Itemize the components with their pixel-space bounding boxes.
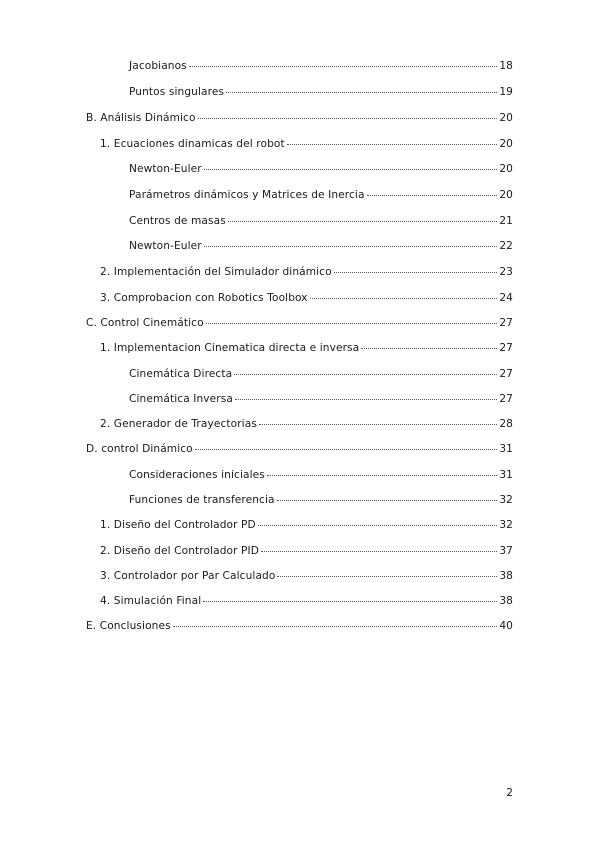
toc-entry[interactable] (129, 466, 513, 482)
toc-entry[interactable] (100, 135, 513, 151)
toc-entry-label: Newton-Euler (129, 163, 202, 175)
toc-entry-page: 19 (499, 86, 513, 98)
dot-leader (206, 312, 498, 324)
toc-entry[interactable] (129, 57, 513, 73)
toc-entry-label: D. control Dinámico (86, 443, 193, 455)
toc-entry-label: 3. Controlador por Par Calculado (100, 570, 276, 582)
toc-entry[interactable] (100, 289, 513, 305)
dot-leader (261, 540, 497, 552)
toc-entry[interactable] (100, 516, 513, 532)
dot-leader (259, 413, 497, 425)
toc-entry-label: 2. Implementación del Simulador dinámico (100, 266, 332, 278)
toc-entry[interactable] (86, 617, 513, 633)
toc-entry-page: 27 (499, 368, 513, 380)
dot-leader (310, 287, 498, 299)
toc-entry-page: 38 (499, 595, 513, 607)
toc-entry-label: Newton-Euler (129, 240, 202, 252)
toc-entry-page: 31 (499, 443, 513, 455)
toc-entry-label: Cinemática Directa (129, 368, 233, 380)
dot-leader (189, 55, 498, 67)
toc-entry-label: Centros de masas (129, 215, 226, 227)
toc-entry-page: 31 (499, 469, 513, 481)
toc-entry-label: Consideraciones iniciales (129, 469, 265, 481)
toc-entry[interactable] (129, 365, 513, 381)
toc-entry-label: 3. Comprobacion con Robotics Toolbox (100, 292, 308, 304)
toc-entry-label: 1. Diseño del Controlador PD (100, 519, 256, 531)
toc-entry-label: C. Control Cinemático (86, 317, 204, 329)
toc-entry-page: 18 (499, 60, 513, 72)
dot-leader (198, 107, 498, 119)
toc-entry-page: 20 (499, 138, 513, 150)
dot-leader (235, 388, 497, 400)
dot-leader (361, 337, 497, 349)
toc-entry-label: 2. Diseño del Controlador PID (100, 545, 260, 557)
toc-entry[interactable] (100, 592, 513, 608)
toc-entry-label: Funciones de transferencia (129, 494, 275, 506)
toc-entry-page: 40 (499, 620, 513, 632)
toc-entry-page: 27 (499, 393, 513, 405)
toc-entry-page: 32 (499, 519, 513, 531)
dot-leader (234, 363, 497, 375)
toc-entry[interactable] (129, 160, 513, 176)
page-number: 2 (506, 787, 513, 799)
toc-entry-label: 2. Generador de Trayectorias (100, 418, 257, 430)
toc-entry[interactable] (86, 440, 513, 456)
toc-entry[interactable] (100, 542, 513, 558)
toc-entry[interactable] (86, 109, 513, 125)
toc-entry[interactable] (100, 339, 513, 355)
toc-entry[interactable] (129, 390, 513, 406)
toc-entry-page: 20 (499, 163, 513, 175)
toc-entry-page: 28 (499, 418, 513, 430)
dot-leader (277, 489, 498, 501)
toc-entry-page: 23 (499, 266, 513, 278)
toc-entry-page: 20 (499, 112, 513, 124)
toc-entry-page: 32 (499, 494, 513, 506)
toc-entry-page: 22 (499, 240, 513, 252)
dot-leader (195, 438, 498, 450)
dot-leader (173, 615, 498, 627)
dot-leader (204, 158, 498, 170)
toc-entry[interactable] (100, 263, 513, 279)
toc-entry-page: 21 (499, 215, 513, 227)
dot-leader (258, 514, 498, 526)
toc-entry-page: 38 (499, 570, 513, 582)
dot-leader (334, 261, 498, 273)
toc-entry-page: 20 (499, 189, 513, 201)
dot-leader (367, 184, 498, 196)
toc-entry-label: Puntos singulares (129, 86, 225, 98)
toc-entry-label: 1. Ecuaciones dinamicas del robot (100, 138, 285, 150)
toc-entry[interactable] (129, 237, 513, 253)
toc-entry-page: 37 (499, 545, 513, 557)
dot-leader (226, 81, 497, 93)
toc-entry-label: B. Análisis Dinámico (86, 112, 196, 124)
toc-entry-label: Cinemática Inversa (129, 393, 233, 405)
toc-entry-page: 24 (499, 292, 513, 304)
toc-entry[interactable] (129, 83, 513, 99)
toc-entry-page: 27 (499, 317, 513, 329)
dot-leader (203, 590, 497, 602)
dot-leader (277, 565, 497, 577)
dot-leader (204, 235, 498, 247)
toc-entry-label: 4. Simulación Final (100, 595, 202, 607)
toc-entry[interactable] (129, 186, 513, 202)
dot-leader (267, 464, 497, 476)
toc-entry[interactable] (86, 314, 513, 330)
toc-entry[interactable] (100, 415, 513, 431)
toc-entry-page: 27 (499, 342, 513, 354)
dot-leader (228, 210, 497, 222)
toc-entry[interactable] (129, 491, 513, 507)
dot-leader (287, 133, 498, 145)
toc-entry-label: 1. Implementacion Cinematica directa e inversa (100, 342, 360, 354)
toc-entry-label: Jacobianos (129, 60, 187, 72)
toc-entry-label: E. Conclusiones (86, 620, 171, 632)
toc-entry[interactable] (129, 212, 513, 228)
toc-entry-label: Parámetros dinámicos y Matrices de Inercia (129, 189, 365, 201)
toc-entry[interactable] (100, 567, 513, 583)
